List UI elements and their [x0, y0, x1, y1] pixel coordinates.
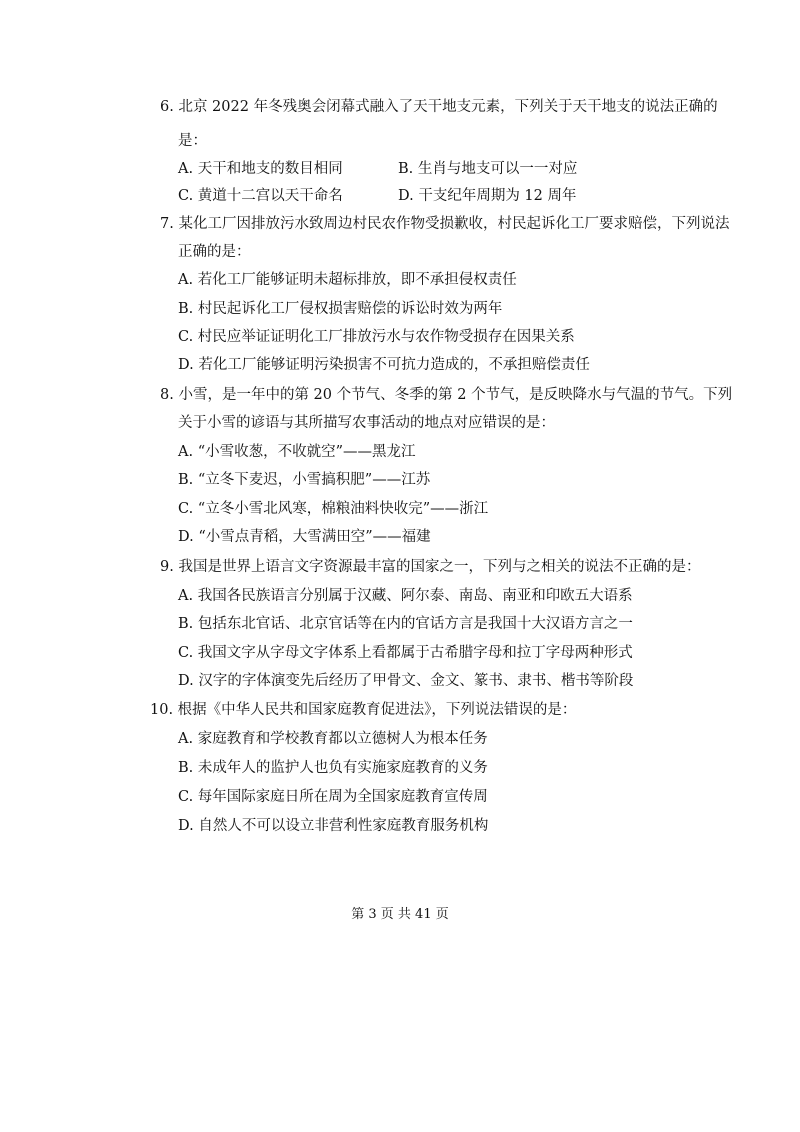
question-7-stem-line-1: [160, 214, 729, 234]
question-7-option-d: D. 若化工厂能够证明污染损害不可抗力造成的，不承担赔偿责任: [178, 357, 590, 373]
question-9-stem-line-1: [160, 557, 700, 577]
question-8-stem-line-1: [160, 385, 732, 405]
question-7-stem-text-1: 某化工厂因排放污水致周边村民农作物受损歉收，村民起诉化工厂要求赔偿，下列说法: [178, 216, 730, 232]
question-7-stem-line-2: 正确的是：: [178, 244, 251, 260]
question-10-option-b: B. 未成年人的监护人也负有实施家庭教育的义务: [178, 760, 488, 776]
question-10-option-a: A. 家庭教育和学校教育都以立德树人为根本任务: [178, 731, 488, 747]
question-8-stem-line-2: 关于小雪的谚语与其所描写农事活动的地点对应错误的是：: [178, 415, 555, 431]
question-9-option-a: A. 我国各民族语言分别属于汉藏、阿尔泰、南岛、南亚和印欧五大语系: [178, 588, 633, 604]
question-7-option-a: A. 若化工厂能够证明未超标排放，即不承担侵权责任: [178, 272, 517, 288]
question-9-option-c: C. 我国文字从字母文字体系上看都属于古希腊字母和拉丁字母两种形式: [178, 645, 633, 661]
question-8-option-a: A. “小雪收葱，不收就空”——黑龙江: [178, 444, 416, 460]
question-7-number: 7.: [160, 216, 174, 232]
question-10-stem-line-1: [150, 700, 576, 720]
question-8-option-d: D. “小雪点青稻，大雪满田空”——福建: [178, 529, 431, 545]
question-9-option-d: D. 汉字的字体演变先后经历了甲骨文、金文、篆书、隶书、楷书等阶段: [178, 673, 634, 689]
question-10-option-d: D. 自然人不可以设立非营利性家庭教育服务机构: [178, 818, 489, 834]
question-9-stem-text-1: 我国是世界上语言文字资源最丰富的国家之一，下列与之相关的说法不正确的是：: [178, 559, 701, 575]
question-8-number: 8.: [160, 387, 174, 403]
question-8-option-c: C. “立冬小雪北风寒，棉粮油料快收完”——浙江: [178, 501, 489, 517]
question-6-option-d: D. 干支纪年周期为 12 周年: [398, 188, 577, 204]
question-6-option-a: A. 天干和地支的数目相同: [178, 161, 343, 177]
question-7-option-c: C. 村民应举证证明化工厂排放污水与农作物受损存在因果关系: [178, 329, 575, 345]
question-6-option-b: B. 生肖与地支可以一一对应: [398, 161, 578, 177]
page-footer: 第 3 页 共 41 页: [351, 907, 449, 922]
question-10-number: 10.: [150, 702, 174, 718]
question-6-stem-line-2: 是：: [178, 133, 207, 149]
question-9-number: 9.: [160, 559, 174, 575]
question-7-option-b: B. 村民起诉化工厂侵权损害赔偿的诉讼时效为两年: [178, 301, 503, 317]
question-10-option-c: C. 每年国际家庭日所在周为全国家庭教育宣传周: [178, 789, 488, 805]
question-8-option-b: B. “立冬下麦迟，小雪搞积肥”——江苏: [178, 472, 431, 488]
question-6-stem-line-1: [160, 97, 718, 117]
question-10-stem-text-1: 根据《中华人民共和国家庭教育促进法》，下列说法错误的是：: [177, 702, 577, 718]
question-6-stem-text-1: 北京 2022 年冬残奥会闭幕式融入了天干地支元素，下列关于天干地支的说法正确的: [178, 99, 718, 115]
question-8-stem-text-1: 小雪，是一年中的第 20 个节气、冬季的第 2 个节气，是反映降水与气温的节气。下列: [178, 387, 733, 403]
question-9-option-b: B. 包括东北官话、北京官话等在内的官话方言是我国十大汉语方言之一: [178, 616, 633, 632]
question-6-number: 6.: [160, 99, 174, 115]
question-6-option-c: C. 黄道十二宫以天干命名: [178, 188, 343, 204]
